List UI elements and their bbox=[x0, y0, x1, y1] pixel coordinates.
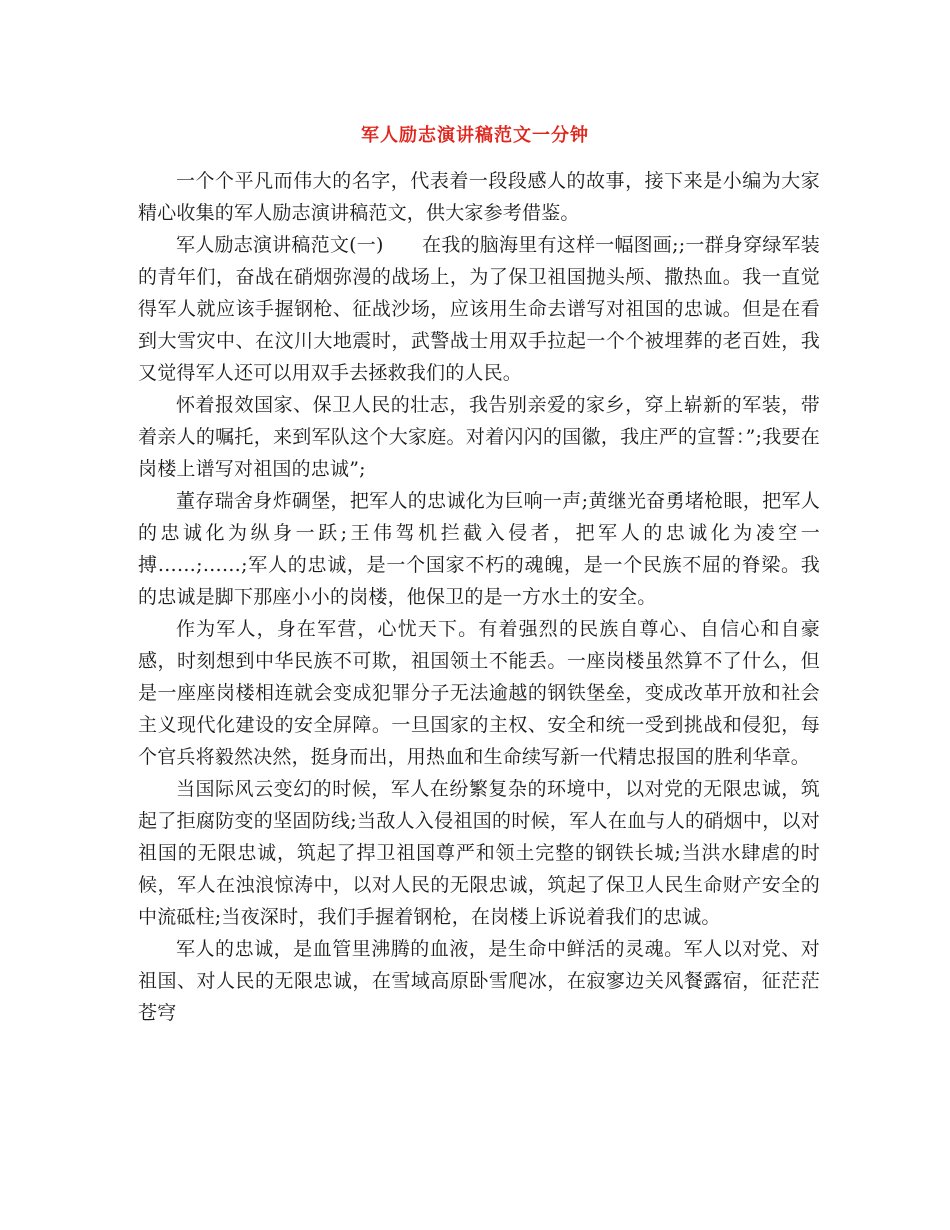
paragraph: 怀着报效国家、保卫人民的壮志，我告别亲爱的家乡，穿上崭新的军装，带着亲人的嘱托，来到军队这个大家庭。对着闪闪的国徽，我庄严的宣誓：”;我要在岗楼上谱写对祖国的忠诚”; bbox=[138, 394, 820, 480]
paragraph: 军人的忠诚，是血管里沸腾的血液，是生命中鲜活的灵魂。军人以对党、对祖国、对人民的无限忠诚，在雪域高原卧雪爬冰，在寂寥边关风餐露宿，征茫茫苍穹 bbox=[138, 938, 820, 1024]
document-body bbox=[138, 165, 820, 1029]
paragraph: 军人励志演讲稿范文(一) 在我的脑海里有这样一幅图画;;一群身穿绿军装的青年们，奋战在硝烟弥漫的战场上，为了保卫祖国抛头颅、撒热血。我一直觉得军人就应该手握钢枪、征战沙场，应该用生命去谱写对祖国的忠诚。但是在看到大雪灾中、在汶川大地震时，武警战士用双手拉起一个个被埋葬的老百姓，我又觉得军人还可以用双手去拯救我们的人民。 bbox=[138, 234, 820, 384]
document-title: 军人励志演讲稿范文一分钟 bbox=[361, 125, 589, 146]
paragraph: 当国际风云变幻的时候，军人在纷繁复杂的环境中，以对党的无限忠诚，筑起了拒腐防变的坚固防线;当敌人入侵祖国的时候，军人在血与人的硝烟中，以对祖国的无限忠诚，筑起了捍卫祖国尊严和领土完整的钢铁长城;当洪水肆虐的时候，军人在浊浪惊涛中，以对人民的无限忠诚，筑起了保卫人民生命财产安全的中流砥柱;当夜深时，我们手握着钢枪，在岗楼上诉说着我们的忠诚。 bbox=[138, 778, 820, 928]
paragraph: 作为军人，身在军营，心忧天下。有着强烈的民族自尊心、自信心和自豪感，时刻想到中华民族不可欺，祖国领土不能丢。一座岗楼虽然算不了什么，但是一座座岗楼相连就会变成犯罪分子无法逾越的钢铁堡垒，变成改革开放和社会主义现代化建设的安全屏障。一旦国家的主权、安全和统一受到挑战和侵犯，每个官兵将毅然决然，挺身而出，用热血和生命续写新一代精忠报国的胜利华章。 bbox=[138, 618, 820, 768]
paragraph: 一个个平凡而伟大的名字，代表着一段段感人的故事，接下来是小编为大家精心收集的军人励志演讲稿范文，供大家参考借鉴。 bbox=[138, 170, 820, 224]
paragraph: 董存瑞舍身炸碉堡，把军人的忠诚化为巨响一声;黄继光奋勇堵枪眼，把军人的忠诚化为纵身一跃;王伟驾机拦截入侵者，把军人的忠诚化为凌空一搏……;……;军人的忠诚，是一个国家不朽的魂魄，是一个民族不屈的脊梁。我的忠诚是脚下那座小小的岗楼，他保卫的是一方水土的安全。 bbox=[138, 490, 820, 608]
